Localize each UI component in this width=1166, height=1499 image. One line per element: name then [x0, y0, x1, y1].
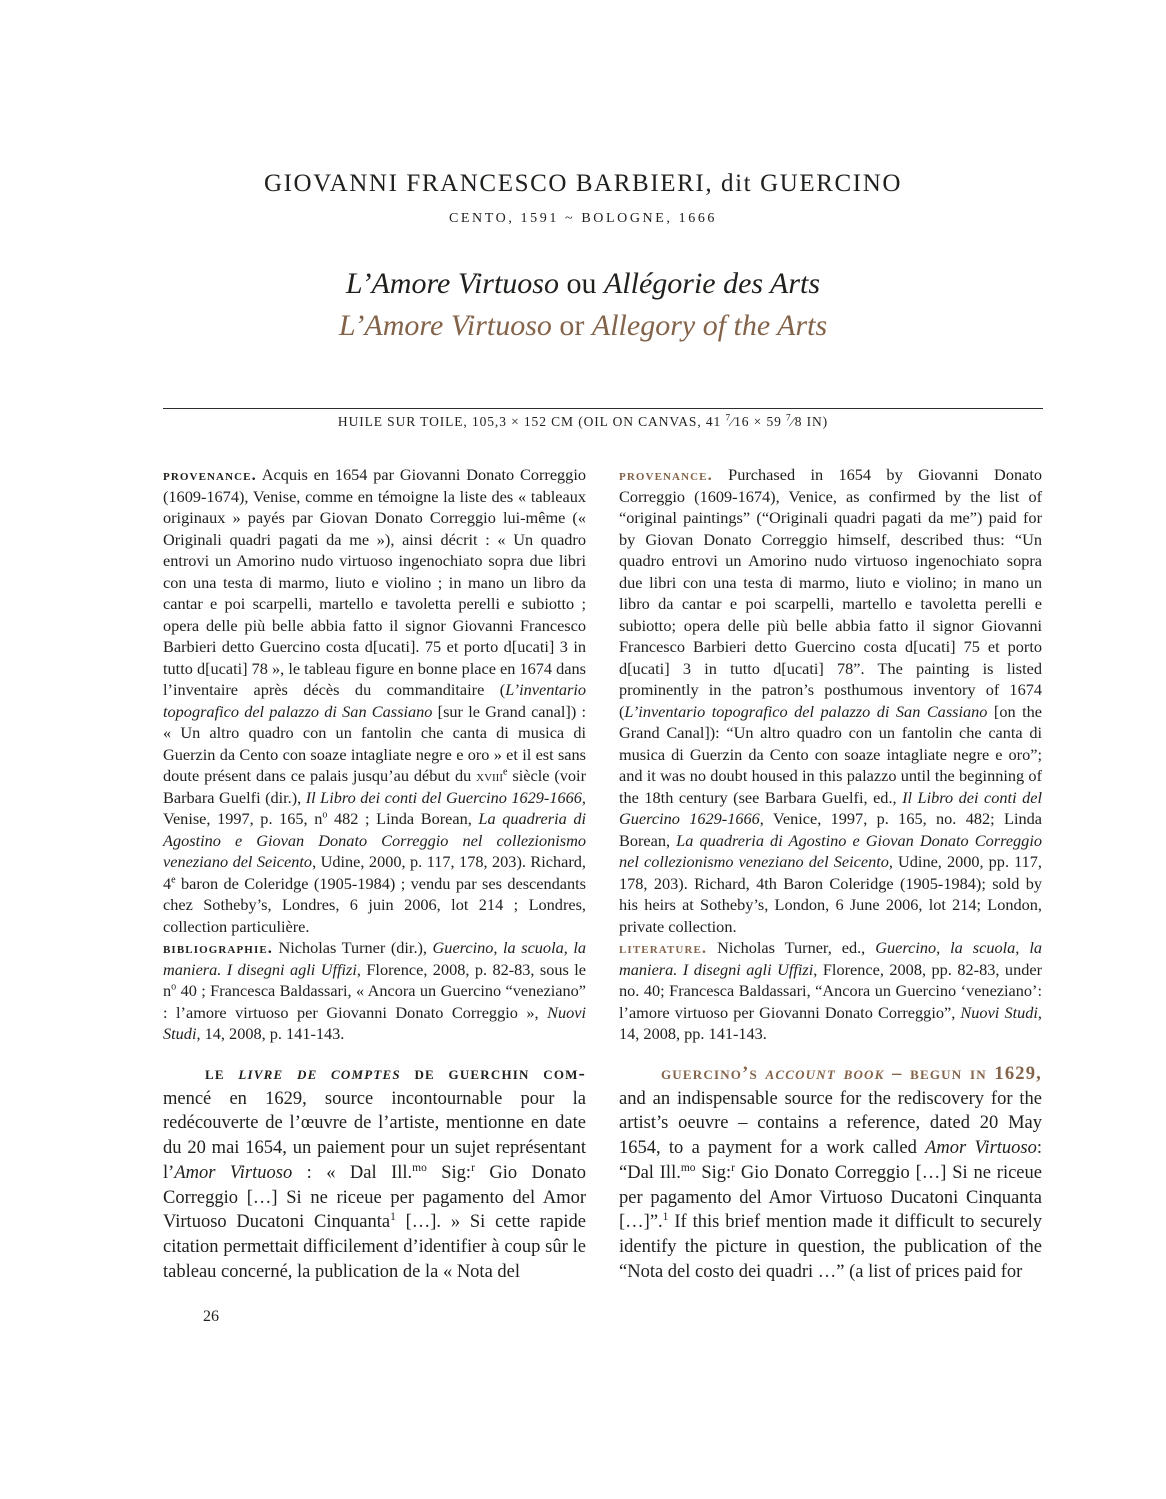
divider-rule — [163, 408, 1043, 409]
artist-name: GIOVANNI FRANCESCO BARBIERI, dit GUERCINO — [263, 170, 903, 197]
catalogue-french-column — [163, 464, 586, 1045]
catalogue-section — [163, 464, 1043, 1045]
essay-english-lead: guercino’s account book – begun in 1629, — [661, 1064, 1042, 1084]
essay-french-lead: le livre de comptes de guerchin com- — [205, 1064, 586, 1084]
page-number: 26 — [203, 1308, 219, 1325]
literature-english: literature. Nicholas Turner, ed., Guercino, la scuola, la maniera. I disegni agli Uffizi, Florence, 2008, pp. 82-83, under no. 40; Francesca Baldassari, “Ancora un Guercino ‘veneziano’: l’amore virtuoso per Giovanni Donato Correggio”, Nuovi Studi, 14, 2008, pp. 141-143. — [619, 938, 1043, 1043]
essay-french-text: mencé en 1629, source incontournable pour la redécouverte de l’œuvre de l’artiste, mentionne en date du 20 mai 1654, un paiement pour un sujet représentant l’Amor Virtuoso : « Dal Ill.$^{mo}$ Sig:$^r$ Gio Donato Correggio […] Si ne riceue per pagamento del Amor Virtuoso Ducatoni Cinquanta$^1$ […]. » Si cette rapide citation permettait difficilement d’identifier à coup sûr le tableau concerné, la publication de la « Nota del — [163, 1088, 587, 1282]
provenance-english: provenance. Purchased in 1654 by Giovanni Donato Correggio (1609-1674), Venice, as confirmed by the list of “original paintings” (“Originali quadri pagati da me”) paid for by Giovan Donato Correggio himself, described thus: “Un quadro entrovi un Amorino nudo virtuoso ingenochiato sopra due libri con una testa di marmo, liuto e violino; in mano un libro da cantar e poi scarpelli, martello e tavoletta perelli e subiotto; opera delle più belle abbia fatto il signor Giovanni Francesco Barbieri detto Guercino costa d[ucati] 75 et porto d[ucati] 3 in tutto d[ucati] 78”. The painting is listed prominently in the patron’s posthumous inventory of 1674 (L’inventario topografico del palazzo di San Cassiano [on the Grand Canal]): “Un altro quadro con un fantolin che canta di musica di Guerzin da Cento con soaze intagliate negre e oro”; and it was no doubt housed in this palazzo until the beginning of the 18th century (see Barbara Guelfi, ed., Il Libro dei conti del Guercino 1629-1666, Venice, 1997, p. 165, no. 482; Linda Borean, La quadreria di Agostino e Giovan Donato Correggio nel collezionismo veneziano del Seicento, Udine, 2000, pp. 117, 178, 203). Richard, 4th Baron Coleridge (1905-1984); sold by his heirs at Sotheby’s, London, 6 June 2006, lot 214; London, private collection. — [619, 465, 1043, 936]
entry-header — [0, 170, 1166, 347]
medium-caption: HUILE SUR TOILE, 105,3 × 152 CM (OIL ON CANVAS, 41 $^7$⁄16 × 59 $^7$⁄8 IN) — [337, 412, 829, 429]
essay-section — [163, 1062, 1043, 1284]
essay-english-text: and an indispensable source for the rediscovery for the artist’s oeuvre – contains a reference, dated 20 May 1654, to a payment for a work called Amor Virtuoso: “Dal Ill.$^{mo}$ Sig:$^r$ Gio Donato Correggio […] Si ne riceue per pagamento del Amor Virtuoso Ducatoni Cinquanta […]”.$^1$ If this brief mention made it difficult to securely identify the picture in question, the publication of the “Nota del costo dei quadri …” (a list of prices paid for — [619, 1088, 1042, 1282]
work-title-english: L’Amore Virtuoso or Allegory of the Arts — [338, 309, 828, 342]
bibliography-french: bibliographie. Nicholas Turner (dir.), Guercino, la scuola, la maniera. I disegni agli Uffizi, Florence, 2008, p. 82-83, sous le $n^o$ 40 ; Francesca Baldassari, « Ancora un Guercino “veneziano” : l’amore virtuoso per Giovanni Donato Correggio », Nuovi Studi, 14, 2008, p. 141-143. — [163, 938, 587, 1043]
work-title-french: L’Amore Virtuoso ou Allégorie des Arts — [345, 267, 821, 300]
essay-french-column — [163, 1062, 586, 1284]
essay-english-column — [619, 1062, 1042, 1284]
provenance-french: provenance. Acquis en 1654 par Giovanni Donato Correggio (1609-1674), Venise, comme en témoigne la liste des « tableaux originaux » payés par Giovan Donato Correggio lui-même (« Originali quadri pagati da me »), ainsi décrit : « Un quadro entrovi un Amorino nudo virtuoso ingenochiato sopra due libri con una testa di marmo, liuto e violino ; in mano un libro da cantar e poi scarpelli, martello e tavoletta perelli e subiotto ; opera delle più belle abbia fatto il signor Giovanni Francesco Barbieri detto Guercino costa d[ucati]. 75 et porto d[ucati] 3 in tutto d[ucati] 78 », le tableau figure en bonne place en 1674 dans l’inventaire après décès du commanditaire (L’inventario topografico del palazzo di San Cassiano [sur le Grand canal]) : « Un altro quadro con un fantolin che canta di musica di Guerzin da Cento con soaze intagliate negre e oro » et il est sans doute présent dans ce palais jusqu’au début du xviii$^e$ siècle (voir Barbara Guelfi (dir.), Il Libro dei conti del Guercino 1629-1666, Venise, 1997, p. 165, $n^o$ 482 ; Linda Borean, La quadreria di Agostino e Giovan Donato Correggio nel collezionismo veneziano del Seicento, Udine, 2000, p. 117, 178, 203). Richard, 4e baron de Coleridge (1905-1984) ; vendu par ses descendants chez Sotheby’s, Londres, 6 juin 2006, lot 214 ; Londres, collection particulière. — [163, 465, 587, 936]
artist-life-dates: CENTO, 1591 ~ BOLOGNE, 1666 — [448, 211, 718, 226]
catalogue-english-column — [619, 464, 1042, 1045]
